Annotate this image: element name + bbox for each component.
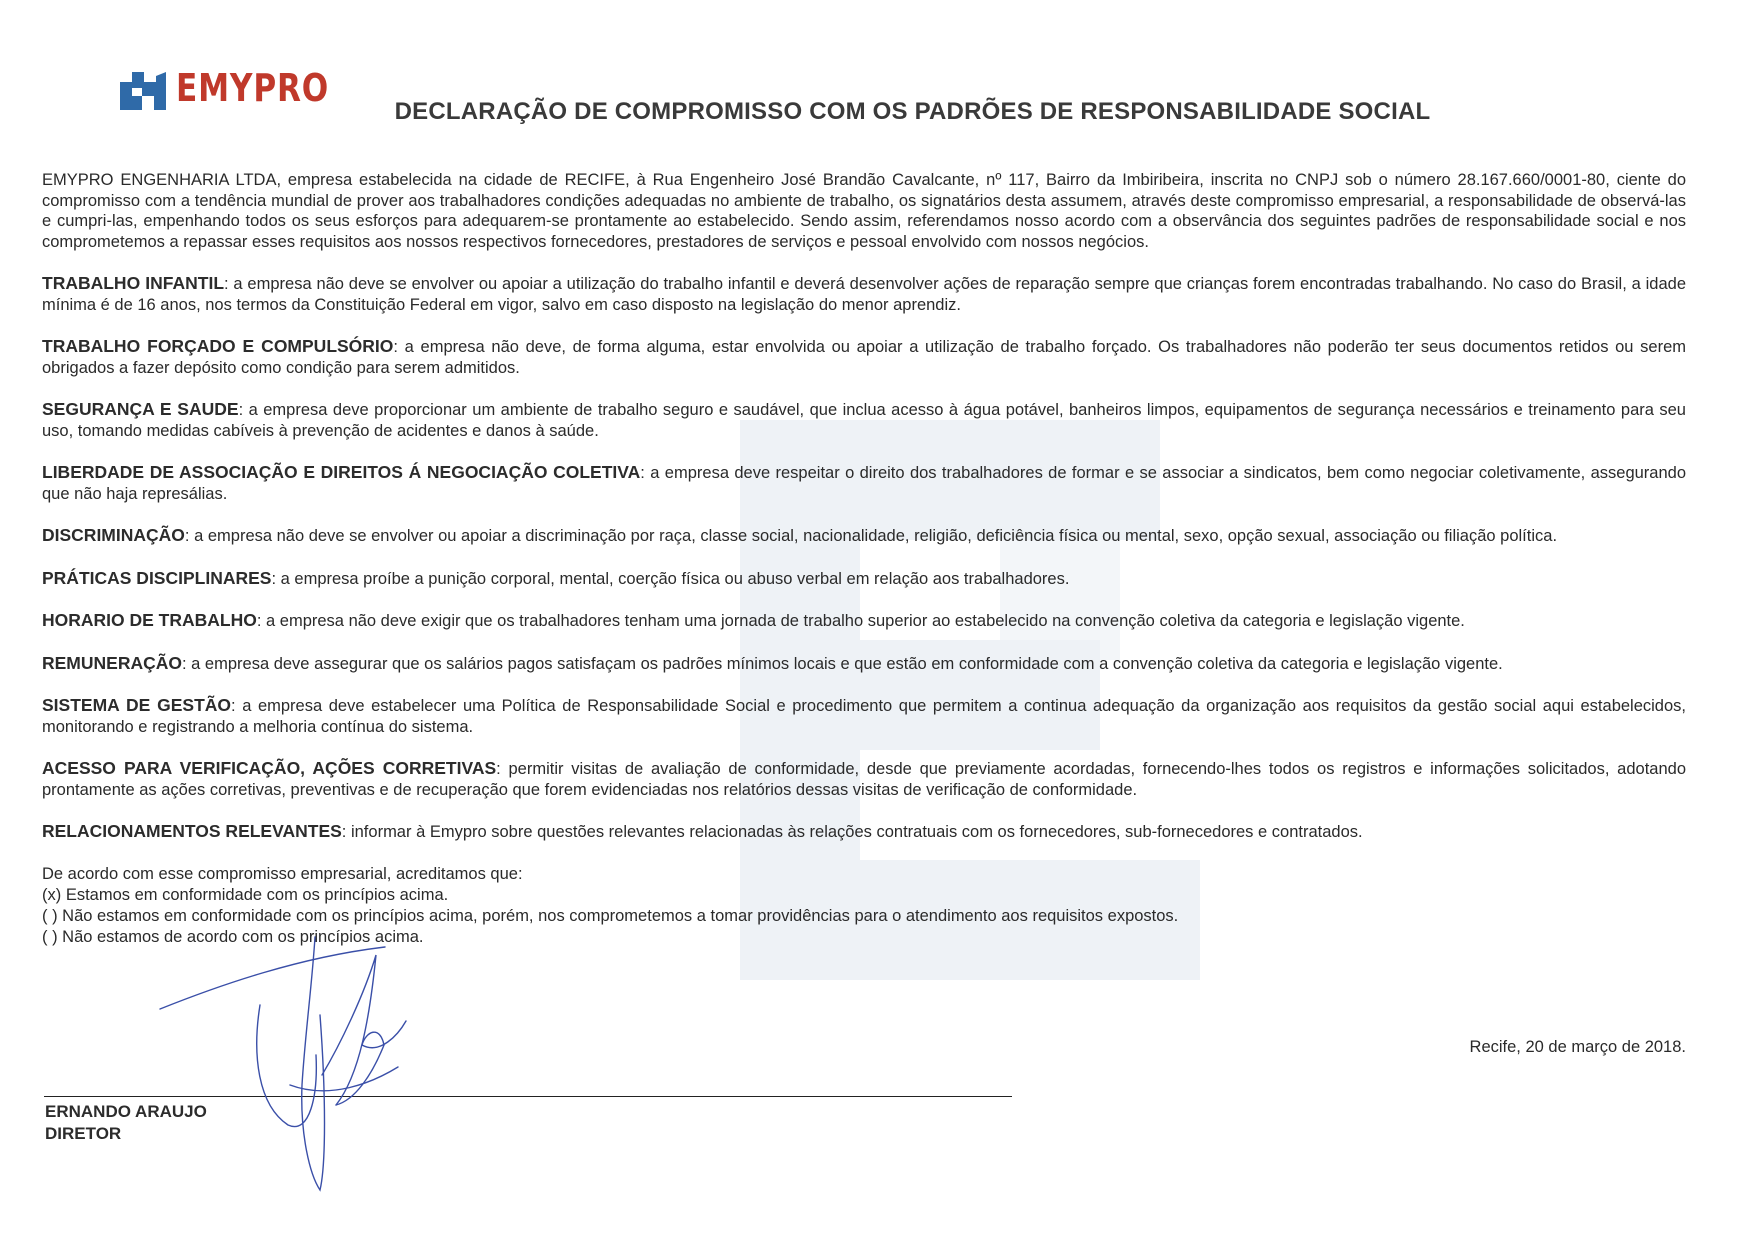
clause-seguranca-saude (42, 399, 1686, 441)
clause-acesso-verificacao (42, 758, 1686, 800)
signatory-role: DIRETOR (45, 1124, 122, 1143)
clause-remuneracao (42, 653, 1686, 675)
option-desacordo: ( ) Não estamos de acordo com os princípios acima. (42, 927, 424, 946)
option-conformidade: (x) Estamos em conformidade com os princípios acima. (42, 885, 449, 904)
signatory-name: ERNANDO ARAUJO (45, 1102, 207, 1121)
clause-horario-trabalho (42, 610, 1686, 632)
clause-text: : a empresa não deve se envolver ou apoiar a discriminação por raça, classe social, nacionalidade, religião, deficiência física ou mental, sexo, opção sexual, associação ou filiação política. (184, 527, 1558, 545)
clause-text: : a empresa deve proporcionar um ambiente de trabalho seguro e saudável, que inclua acesso à água potável, banheiros limpos, equipamentos de segurança necessários e treinamento para seu uso, tomando medidas cabíveis à prevenção de acidentes e danos à saúde. (42, 401, 1686, 440)
document-body (42, 170, 1686, 948)
document-date: Recife, 20 de março de 2018. (1469, 1038, 1686, 1056)
clause-heading: TRABALHO FORÇADO E COMPULSÓRIO (42, 336, 394, 356)
clause-trabalho-infantil (42, 273, 1686, 315)
handwritten-signature (140, 935, 460, 1195)
clause-heading: RELACIONAMENTOS RELEVANTES (42, 821, 342, 841)
clause-text: : a empresa não deve exigir que os trabalhadores tenham uma jornada de trabalho superior ao estabelecido na convenção coletiva da categoria e legislação vigente. (256, 612, 1465, 630)
clause-praticas-disciplinares (42, 568, 1686, 590)
clause-heading: SEGURANÇA E SAUDE (42, 399, 239, 419)
clause-heading: REMUNERAÇÃO (42, 652, 182, 673)
clause-heading: LIBERDADE DE ASSOCIAÇÃO E DIREITOS Á NEGOCIAÇÃO COLETIVA (42, 462, 641, 482)
clause-sistema-gestao (42, 695, 1686, 737)
clause-trabalho-forcado (42, 336, 1686, 378)
closing-lead: De acordo com esse compromisso empresarial, acreditamos que: (42, 864, 523, 883)
intro-paragraph: EMYPRO ENGENHARIA LTDA, empresa estabelecida na cidade de RECIFE, à Rua Engenheiro José Brandão Cavalcante, nº 117, Bairro da Imbiribeira, inscrita no CNPJ sob o número 28.167.660/0001-80, ciente do compromisso com a tendência mundial de prover aos trabalhadores condições adequadas no ambiente de trabalho, os signatários desta assumem, através deste compromisso empresarial, a responsabilidade de observá-las e cumpri-las, empenhando todos os seus esforços para adequarem-se prontamente ao estabelecido. Sendo assim, referendamos nosso acordo com a observância dos seguintes padrões de responsabilidade social e nos comprometemos a repassar esses requisitos aos nossos respectivos fornecedores, prestadores de serviços e pessoal envolvido com nossos negócios. (42, 171, 1686, 251)
clause-text: : informar à Emypro sobre questões relevantes relacionadas às relações contratuais com os fornecedores, sub-fornecedores e contratados. (341, 823, 1363, 841)
clause-text: : a empresa deve assegurar que os salários pagos satisfaçam os padrões mínimos locais e que estão em conformidade com a convenção coletiva da categoria e legislação vigente. (182, 654, 1503, 673)
option-compromisso: ( ) Não estamos em conformidade com os princípios acima, porém, nos comprometemos a tomar providências para o atendimento aos requisitos expostos. (42, 906, 1179, 925)
clause-text: : a empresa deve respeitar o direito dos trabalhadores de formar e se associar a sindicatos, bem como negociar coletivamente, assegurando que não haja represálias. (42, 464, 1686, 503)
clause-relacionamentos-relevantes (42, 821, 1686, 843)
clause-text: : permitir visitas de avaliação de conformidade, desde que previamente acordadas, fornecendo-lhes todos os registros e informações solicitados, adotando prontamente as ações corretivas, preventivas e de recuperação que forem evidenciadas nos relatórios dessas visitas de verificação de conformidade. (42, 760, 1686, 799)
logo-text: EMYPRO (176, 66, 330, 110)
clause-heading: ACESSO PARA VERIFICAÇÃO, AÇÕES CORRETIVAS (42, 758, 497, 778)
clause-text: : a empresa proíbe a punição corporal, mental, coerção física ou abuso verbal em relação aos trabalhadores. (271, 569, 1070, 588)
clause-heading: DISCRIMINAÇÃO (42, 525, 185, 545)
clause-discriminacao (42, 525, 1686, 547)
clause-heading: PRÁTICAS DISCIPLINARES (42, 567, 272, 588)
clause-heading: SISTEMA DE GESTÃO (42, 695, 232, 715)
clause-heading: TRABALHO INFANTIL (42, 273, 225, 293)
clause-text: : a empresa deve estabelecer uma Política de Responsabilidade Social e procedimento que permitem a continua adequação da organização aos requisitos da gestão social aqui estabelecidos, monitorando e registrando a melhoria contínua do sistema. (42, 697, 1686, 736)
clause-heading: HORARIO DE TRABALHO (42, 610, 257, 630)
clause-text: : a empresa não deve, de forma alguma, estar envolvida ou apoiar a utilização de trabalho forçado. Os trabalhadores não poderão ter seus documentos retidos ou serem obrigados a fazer depósito como condição para serem admitidos. (42, 338, 1686, 377)
document-title: DECLARAÇÃO DE COMPROMISSO COM OS PADRÕES DE RESPONSABILIDADE SOCIAL (394, 98, 1431, 125)
clause-liberdade-associacao (42, 462, 1686, 504)
clause-text: : a empresa não deve se envolver ou apoiar a utilização do trabalho infantil e deverá desenvolver ações de reparação sempre que crianças forem encontradas trabalhando. No caso do Brasil, a idade mínima é de 16 anos, nos termos da Constituição Federal em vigor, salvo em caso disposto na legislação do menor aprendiz. (42, 275, 1686, 314)
